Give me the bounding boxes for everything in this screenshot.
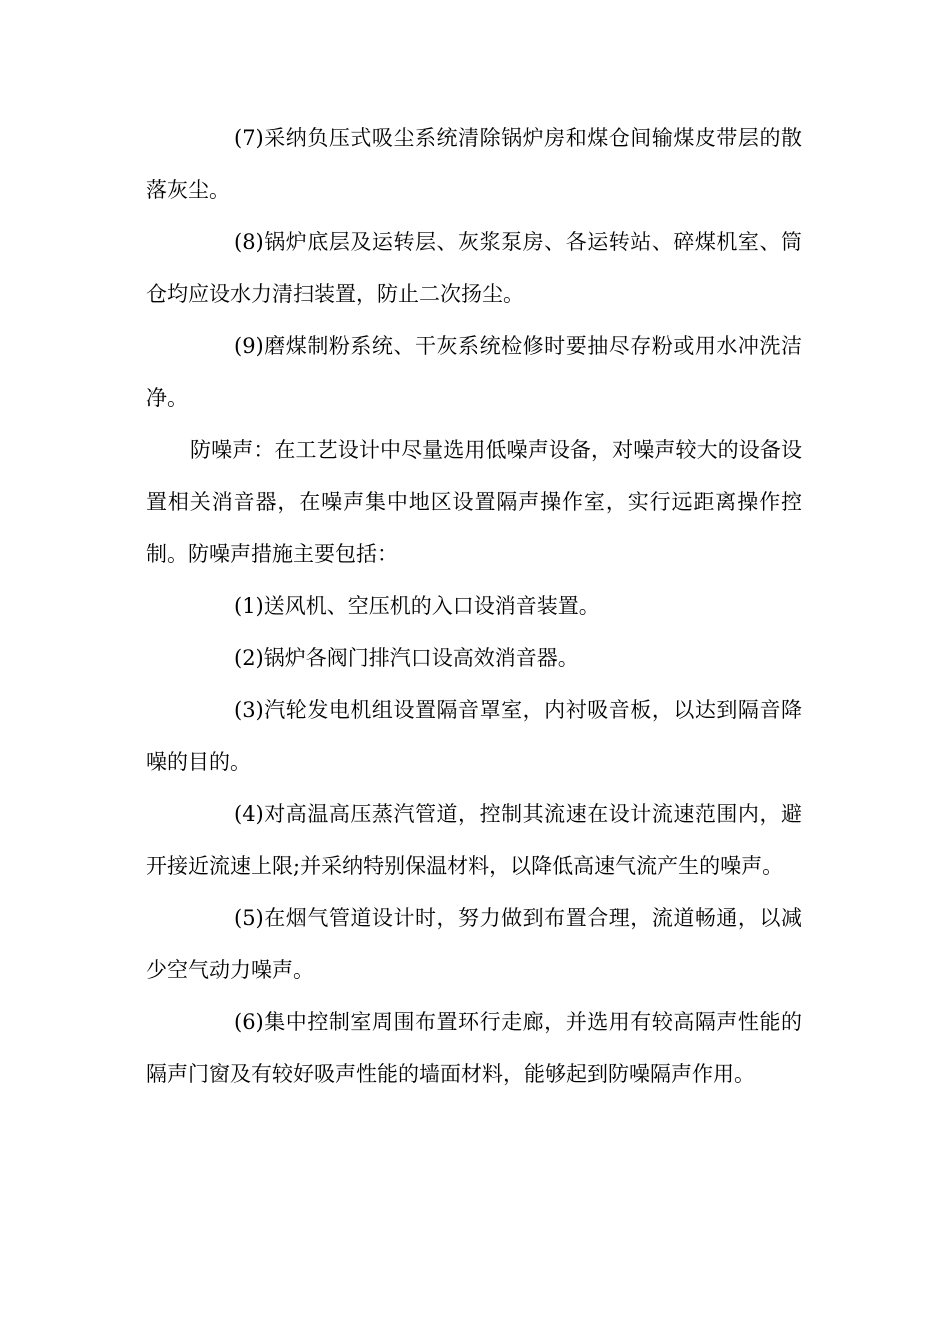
paragraph-item-9: (9)磨煤制粉系统、干灰系统检修时要抽尽存粉或用水冲洗洁净。 [146,334,802,410]
paragraph-noise-item-3: (3)汽轮发电机组设置隔音罩室，内衬吸音板，以达到隔音降噪的目的。 [146,698,802,774]
paragraph-item-7: (7)采纳负压式吸尘系统清除锅炉房和煤仓间输煤皮带层的散落灰尘。 [146,126,802,202]
paragraph-noise-item-5: (5)在烟气管道设计时，努力做到布置合理，流道畅通，以减少空气动力噪声。 [146,906,802,982]
paragraph-noise-item-1: (1)送风机、空压机的入口设消音装置。 [234,594,600,618]
paragraph-noise-item-6: (6)集中控制室周围布置环行走廊，并选用有较高隔声性能的隔声门窗及有较好吸声性能的墙面材料，能够起到防噪隔声作用。 [146,1010,802,1086]
document-body [146,112,802,1100]
paragraph-noise-item-4: (4)对高温高压蒸汽管道，控制其流速在设计流速范围内，避开接近流速上限;并采纳特别保温材料，以降低高速气流产生的噪声。 [146,802,802,878]
paragraph-noise-prevention-intro: 防噪声：在工艺设计中尽量选用低噪声设备，对噪声较大的设备设置相关消音器，在噪声集中地区设置隔声操作室，实行远距离操作控制。防噪声措施主要包括： [146,438,802,566]
paragraph-noise-item-2: (2)锅炉各阀门排汽口设高效消音器。 [234,646,579,670]
paragraph-item-8: (8)锅炉底层及运转层、灰浆泵房、各运转站、碎煤机室、筒仓均应设水力清扫装置，防止二次扬尘。 [146,230,802,306]
